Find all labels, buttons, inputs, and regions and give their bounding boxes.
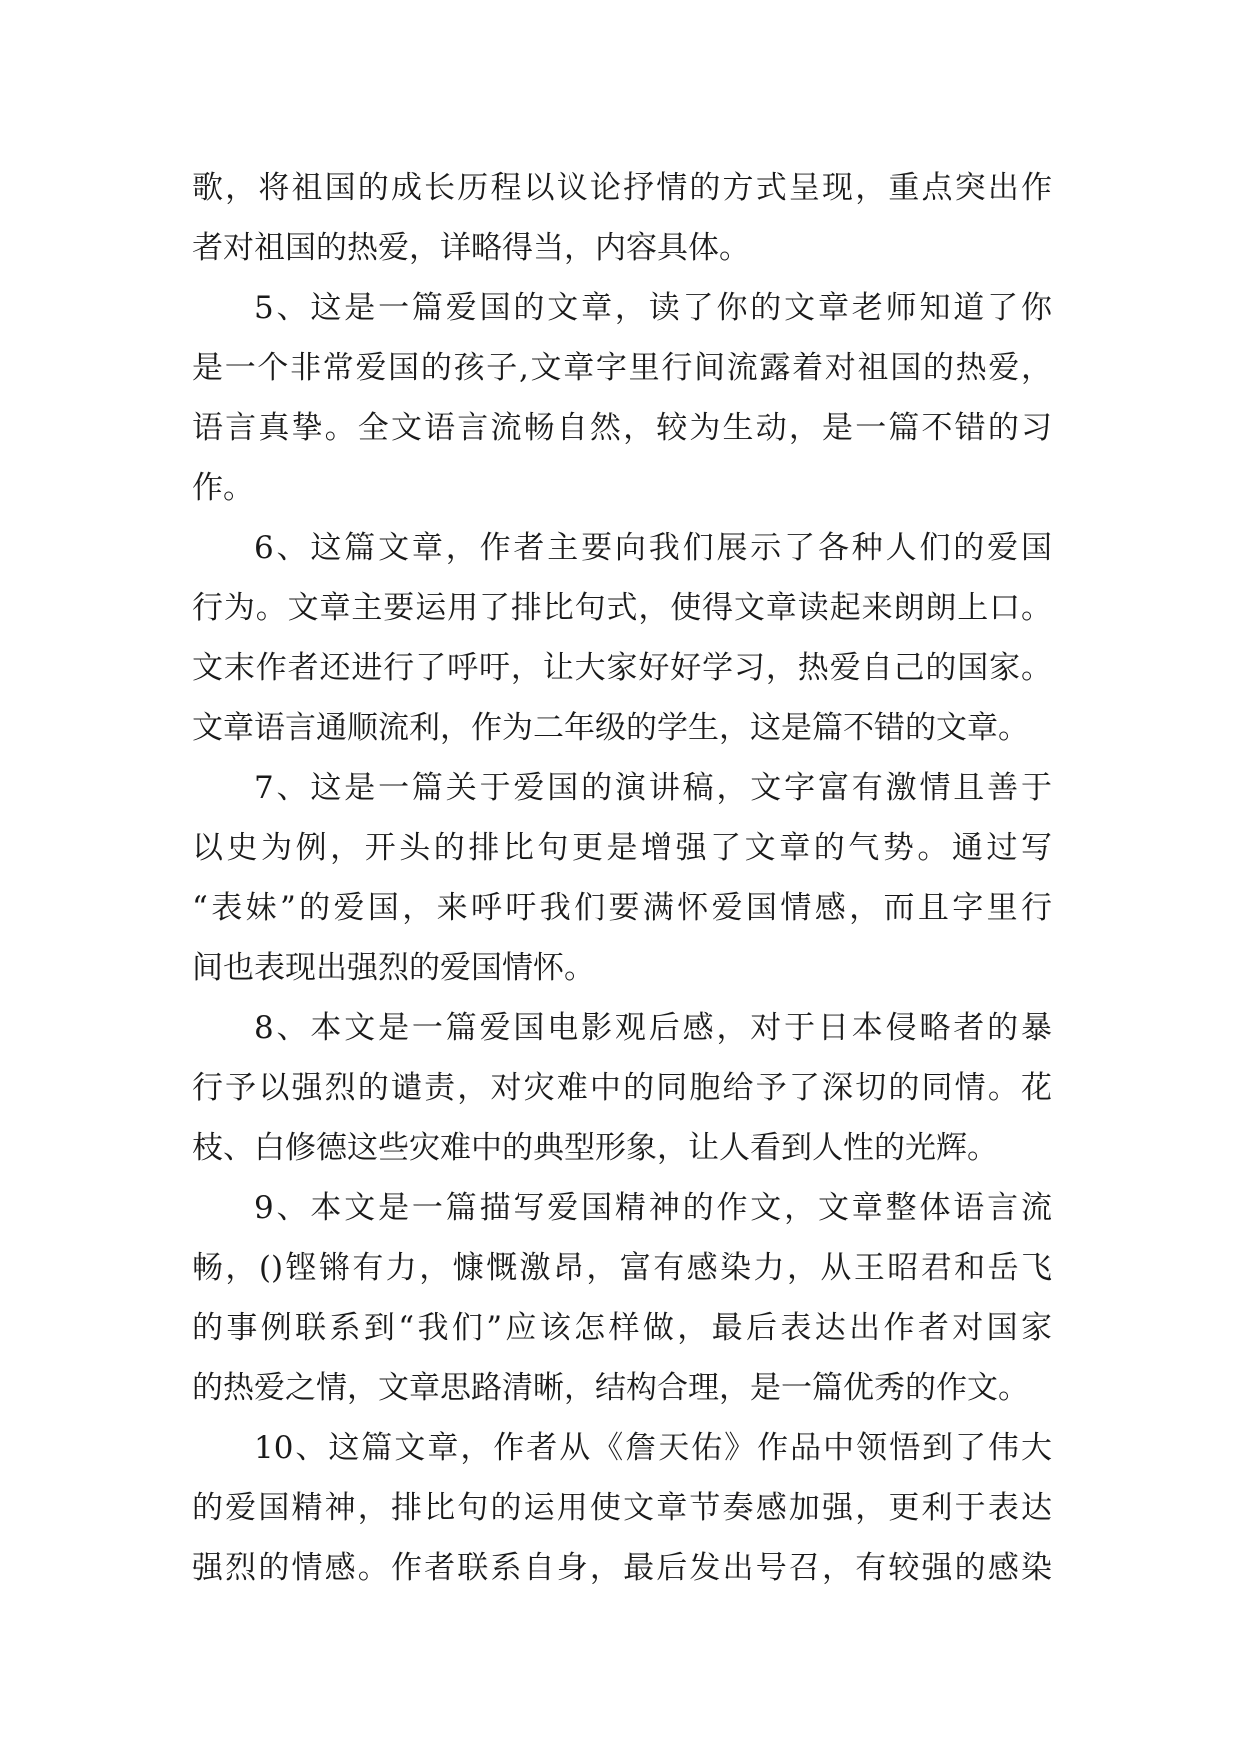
- paragraph-start-line: 5、这是一篇爱国的文章，读了你的文章老师知道了你: [254, 290, 1052, 326]
- text-line: 的事例联系到“我们”应该怎样做，最后表达出作者对国家: [192, 1310, 1052, 1346]
- text-line: 枝、白修德这些灾难中的典型形象，让人看到人性的光辉。: [192, 1130, 998, 1166]
- text-line: 以史为例，开头的排比句更是增强了文章的气势。通过写: [192, 830, 1052, 866]
- body-text: [192, 158, 1052, 1598]
- paragraph-start-line: 6、这篇文章，作者主要向我们展示了各种人们的爱国: [254, 530, 1052, 566]
- paragraph-start-line: 9、本文是一篇描写爱国精神的作文，文章整体语言流: [254, 1190, 1052, 1226]
- text-line: 的热爱之情，文章思路清晰，结构合理，是一篇优秀的作文。: [192, 1370, 1029, 1406]
- text-line: 文末作者还进行了呼吁，让大家好好学习，热爱自己的国家。: [192, 650, 1052, 686]
- paragraph-start-line: 10、这篇文章，作者从《詹天佑》作品中领悟到了伟大: [254, 1430, 1052, 1466]
- text-line: 畅，()铿锵有力，慷慨激昂，富有感染力，从王昭君和岳飞: [192, 1250, 1052, 1286]
- text-line: 间也表现出强烈的爱国情怀。: [192, 950, 595, 986]
- text-line: 者对祖国的热爱，详略得当，内容具体。: [192, 230, 750, 266]
- text-line: 行为。文章主要运用了排比句式，使得文章读起来朗朗上口。: [192, 590, 1052, 626]
- paragraph-start-line: 7、这是一篇关于爱国的演讲稿，文字富有激情且善于: [254, 770, 1052, 806]
- text-line: 的爱国精神，排比句的运用使文章节奏感加强，更利于表达: [192, 1490, 1052, 1526]
- text-line: 文章语言通顺流利，作为二年级的学生，这是篇不错的文章。: [192, 710, 1029, 746]
- text-line: 是一个非常爱国的孩子,文章字里行间流露着对祖国的热爱，: [192, 350, 1052, 386]
- paragraph-start-line: 8、本文是一篇爱国电影观后感，对于日本侵略者的暴: [254, 1010, 1052, 1046]
- text-line: 语言真挚。全文语言流畅自然，较为生动，是一篇不错的习: [192, 410, 1052, 446]
- text-line: 作。: [192, 470, 254, 506]
- text-line: 行予以强烈的谴责，对灾难中的同胞给予了深切的同情。花: [192, 1070, 1052, 1106]
- text-line: 强烈的情感。作者联系自身，最后发出号召，有较强的感染: [192, 1550, 1052, 1586]
- text-line: 歌，将祖国的成长历程以议论抒情的方式呈现，重点突出作: [192, 170, 1052, 206]
- text-line: “表妹”的爱国，来呼吁我们要满怀爱国情感，而且字里行: [192, 890, 1052, 926]
